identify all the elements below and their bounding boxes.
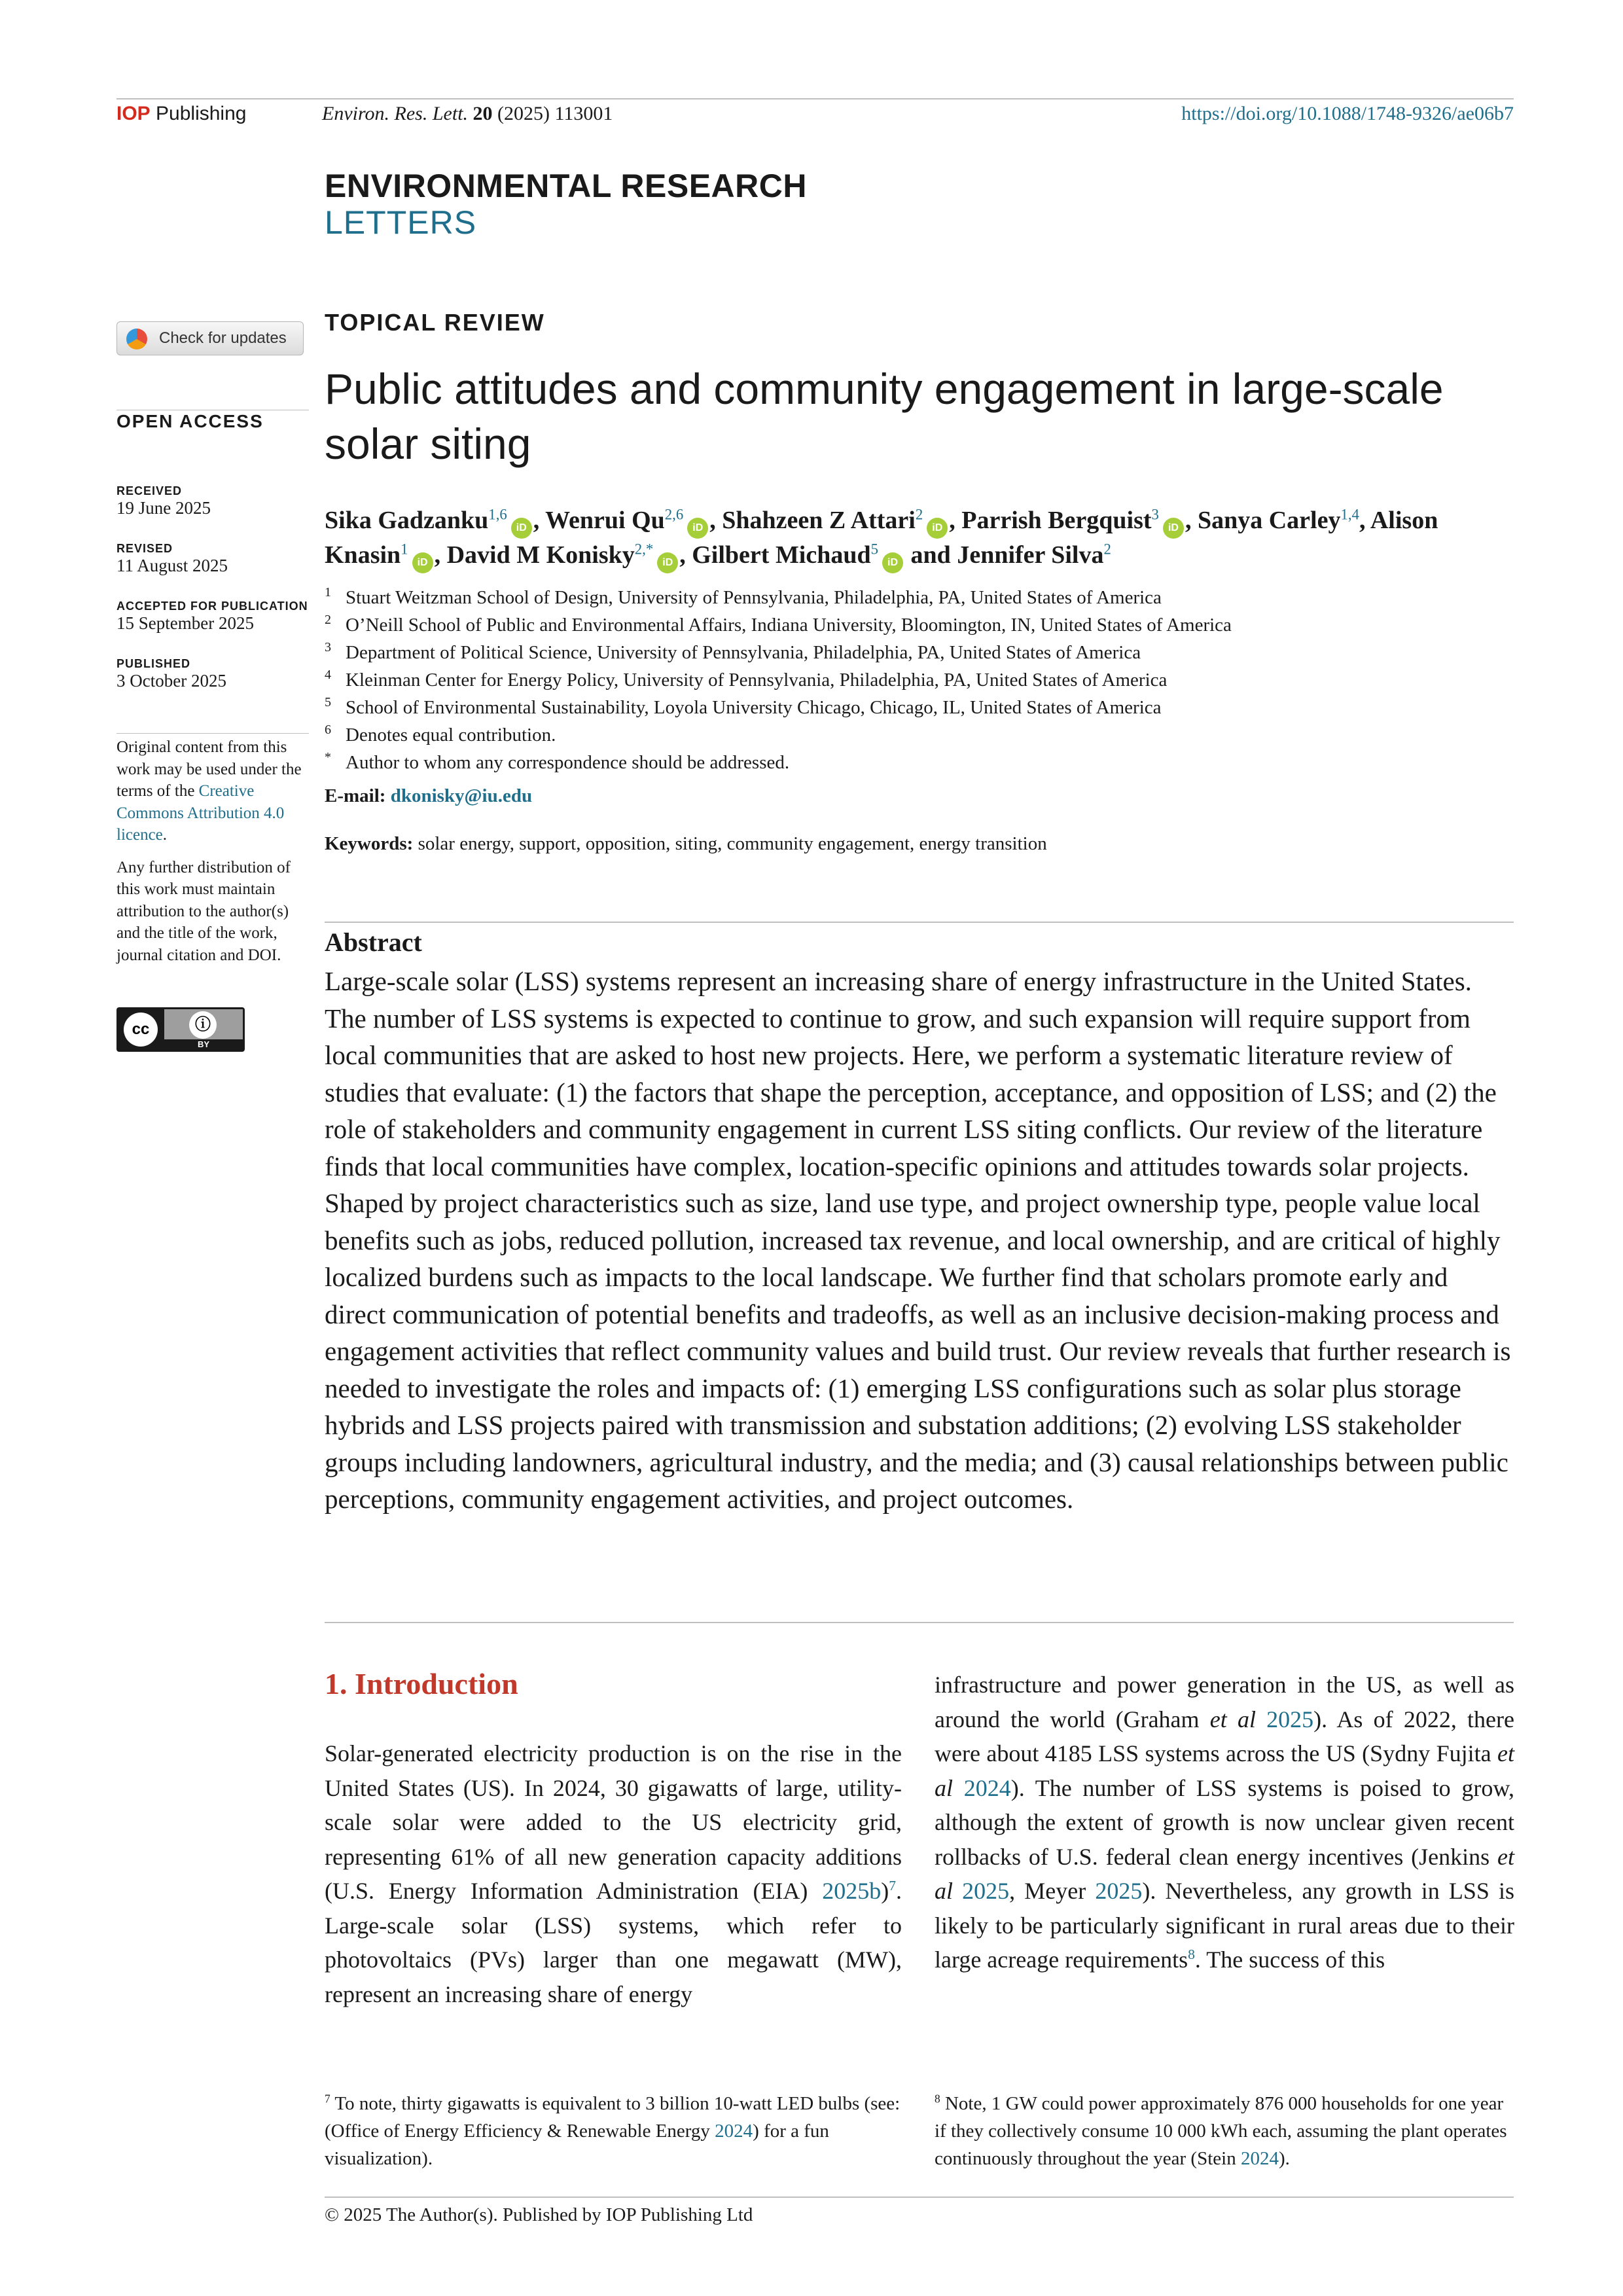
abstract-body: Large-scale solar (LSS) systems represent an increasing share of energy infrastructure in the United States. The number of LSS systems is expected to continue to grow, and such expansion will require support from local communities that are asked to host new projects. Here, we perform a systematic literature review of studies that evaluate: (1) the factors that shape the perception, acceptance, and opposition of LSS; and (2) the role of stakeholders and community engagement in current LSS siting conflicts. Our review of the literature finds that local communities have complex, location-specific opinions and attitudes towards solar projects. Shaped by project characteristics such as size, land use type, and project ownership type, people value local benefits such as jobs, reduced pollution, increased tax revenue, and local ownership, and are critical of highly localized burdens such as impacts to the local landscape. We further find that scholars promote early and direct communication of potential benefits and tradeoffs, as well as an inclusive decision-making process and engagement activities that reflect community values and build trust. Our review reveals that further research is needed to investigate the roles and impacts of: (1) emerging LSS configurations such as solar plus storage hybrids and LSS projects paired with transmission and substation additions; (2) evolving LSS stakeholder groups including landowners, agricultural industry, and the media; and (3) causal relationships between public perceptions, community engagement activities, and project outcomes. <box>325 966 1511 1514</box>
citation-link[interactable]: 2024 <box>1240 2148 1279 2169</box>
license-notice <box>116 736 313 977</box>
affiliation-item <box>325 611 1516 639</box>
cc-license-link[interactable]: Creative Commons Attribution 4.0 licence <box>116 782 285 844</box>
doi-link[interactable]: https://doi.org/10.1088/1748-9326/ae06b7 <box>1181 103 1514 124</box>
date-label: PUBLISHED <box>116 657 191 670</box>
by-label: BY <box>164 1039 243 1050</box>
date-value: 19 June 2025 <box>116 498 211 518</box>
affiliation-item <box>325 639 1516 666</box>
keywords-label: Keywords: <box>325 833 414 854</box>
affiliation-text: Department of Political Science, University of Pennsylvania, Philadelphia, PA, United States of America <box>346 642 1141 663</box>
footnote-ref[interactable]: 8 <box>1188 1946 1195 1962</box>
intro-paragraph <box>935 1668 1514 1977</box>
author-separator: , <box>1185 507 1198 534</box>
text: ) <box>881 1878 889 1904</box>
affiliation-mark: 6 <box>325 723 331 737</box>
date-value: 11 August 2025 <box>116 556 228 575</box>
abstract-heading: Abstract <box>325 927 422 957</box>
check-for-updates-button[interactable] <box>116 321 304 355</box>
citation-link[interactable]: 2025 <box>962 1878 1010 1904</box>
date-label: REVISED <box>116 542 173 555</box>
affiliation-mark: 5 <box>325 695 331 709</box>
footnote-ref[interactable]: 7 <box>889 1878 896 1893</box>
author-separator: , <box>949 507 962 534</box>
orcid-icon[interactable]: iD <box>882 552 903 573</box>
license-text: Original content from this work may be used under the terms of the <box>116 738 302 800</box>
affiliation-text: School of Environmental Sustainability, Loyola University Chicago, Chicago, IL, United States of America <box>346 697 1162 718</box>
license-paragraph-2: Any further distribution of this work must maintain attribution to the author(s) and the title of the work, journal citation and DOI. <box>116 858 291 964</box>
text: infrastructure and power generation in the US, as well as around the world (Graham <box>935 1672 1514 1732</box>
date-accepted <box>116 600 308 634</box>
et-al: et al <box>935 1843 1514 1904</box>
author-name: Shahzeen Z Attari <box>722 507 916 534</box>
publisher-suffix: Publishing <box>156 103 247 124</box>
author-affiliation-sup: 2,* <box>634 541 654 558</box>
affiliation-mark: 2 <box>325 613 331 627</box>
intro-column-left <box>325 1736 902 2011</box>
keywords-line <box>325 833 1047 855</box>
text: ). <box>1278 2148 1290 2169</box>
author-separator: , <box>533 507 546 534</box>
author-separator: and <box>904 541 957 569</box>
cc-icon: cc <box>124 1013 158 1047</box>
affiliation-text: O’Neill School of Public and Environmental Affairs, Indiana University, Bloomington, IN, United States of America <box>346 615 1232 636</box>
orcid-icon[interactable]: iD <box>927 518 948 539</box>
publisher-brand: IOP <box>116 103 151 124</box>
orcid-icon[interactable]: iD <box>412 552 433 573</box>
journal-volume: 20 <box>473 103 493 124</box>
citation-link[interactable]: 2025 <box>1095 1878 1143 1904</box>
affiliation-text: Denotes equal contribution. <box>346 725 556 745</box>
author-affiliation-sup: 1 <box>401 541 408 558</box>
text: ). Nevertheless, any growth in LSS is likely to be particularly significant in rural areas due to their large acreage requirements <box>935 1878 1514 1973</box>
journal-year-article: (2025) 113001 <box>497 103 613 124</box>
keywords-value: solar energy, support, opposition, siting, community engagement, energy transition <box>418 833 1047 854</box>
open-access-label: OPEN ACCESS <box>116 411 264 431</box>
author-affiliation-sup: 3 <box>1151 506 1159 523</box>
email-line <box>325 785 532 807</box>
footnote-mark: 8 <box>935 2092 940 2106</box>
text: Solar-generated electricity production is on the rise in the United States (US). In 2024, 30 gigawatts of large, utility-scale solar were added to the US electricity grid, representing 61% of all new generation capacity additions (U.S. Energy Information Administration (EIA) <box>325 1740 902 1904</box>
by-box <box>164 1009 243 1050</box>
abstract-top-rule <box>325 922 1514 923</box>
header-rule <box>116 98 1514 99</box>
author-affiliation-sup: 1,6 <box>488 506 507 523</box>
affiliation-mark: 1 <box>325 585 331 600</box>
date-received <box>116 484 211 518</box>
author-separator: , <box>434 541 447 569</box>
author-name: Alison Knasin <box>325 507 1438 569</box>
author-separator: , <box>709 507 722 534</box>
article-title: Public attitudes and community engagement in large-scale solar siting <box>325 365 1444 468</box>
email-link[interactable]: dkonisky@iu.edu <box>390 785 533 806</box>
affiliation-text: Stuart Weitzman School of Design, University of Pennsylvania, Philadelphia, PA, United States of America <box>346 587 1162 608</box>
abstract-bottom-rule <box>325 1622 1514 1623</box>
footnote-8 <box>935 2090 1514 2172</box>
author-affiliation-sup: 2,6 <box>664 506 684 523</box>
et-al: et al <box>935 1740 1514 1801</box>
orcid-icon[interactable]: iD <box>657 552 678 573</box>
license-text-end: . <box>162 826 168 844</box>
date-published <box>116 657 226 691</box>
journal-abbrev: Environ. Res. Lett. <box>322 103 469 124</box>
sidebar-divider <box>116 733 309 734</box>
text: . The success of this <box>1194 1946 1385 1973</box>
check-updates-label: Check for updates <box>159 329 287 347</box>
author-name: Sanya Carley <box>1197 507 1341 534</box>
affiliation-mark: 4 <box>325 668 331 682</box>
text: Note, 1 GW could power approximately 876 000 households for one year if they collectively consume 10 000 kWh each, assuming the plant operates continuously throughout the year (Stein <box>935 2093 1507 2169</box>
orcid-icon[interactable]: iD <box>1163 518 1184 539</box>
intro-column-right <box>935 1668 1514 1977</box>
crossmark-icon <box>126 329 147 350</box>
author-affiliation-sup: 2 <box>915 506 923 523</box>
citation-link[interactable]: 2025b <box>822 1878 882 1904</box>
affiliation-text: Kleinman Center for Energy Policy, University of Pennsylvania, Philadelphia, PA, United States of America <box>346 670 1168 691</box>
orcid-icon[interactable]: iD <box>511 518 532 539</box>
date-revised <box>116 542 228 576</box>
author-name: Jennifer Silva <box>957 541 1104 569</box>
citation-link[interactable]: 2024 <box>715 2121 753 2142</box>
footer-rule <box>325 2197 1514 2198</box>
author-affiliation-sup: 2 <box>1103 541 1111 558</box>
author-name: Wenrui Qu <box>545 507 665 534</box>
text: , Meyer <box>1009 1878 1096 1904</box>
affiliation-item <box>325 721 1516 749</box>
author-list <box>325 504 1516 573</box>
citation-link[interactable]: 2024 <box>963 1774 1011 1801</box>
intro-paragraph <box>325 1736 902 2011</box>
date-label: ACCEPTED FOR PUBLICATION <box>116 600 308 613</box>
affiliation-mark: 3 <box>325 640 331 655</box>
affiliation-mark: * <box>325 750 331 764</box>
license-paragraph <box>116 736 313 846</box>
journal-name-line1: ENVIRONMENTAL RESEARCH <box>325 168 807 204</box>
text: ) for a fun visualization). <box>325 2121 829 2169</box>
citation-link[interactable]: 2025 <box>1266 1706 1314 1732</box>
date-label: RECEIVED <box>116 484 183 497</box>
author-affiliation-sup: 5 <box>870 541 879 558</box>
text: To note, thirty gigawatts is equivalent to 3 billion 10-watt LED bulbs (see: (Office of Energy Efficiency & Renewable Energy <box>325 2093 901 2142</box>
journal-name-line2: LETTERS <box>325 204 477 241</box>
copyright-notice: © 2025 The Author(s). Published by IOP Publishing Ltd <box>325 2204 753 2225</box>
footnote-7 <box>325 2090 902 2172</box>
date-value: 15 September 2025 <box>116 613 254 633</box>
text: ). As of 2022, there were about 4185 LSS systems across the US (Sydny Fujita <box>935 1706 1514 1767</box>
affiliation-item <box>325 749 1516 776</box>
email-label: E-mail: <box>325 785 386 806</box>
author-name: Sika Gadzanku <box>325 507 489 534</box>
author-affiliation-sup: 1,4 <box>1340 506 1359 523</box>
et-al: et al <box>1209 1706 1256 1732</box>
text: . Large-scale solar (LSS) systems, which refer to photovoltaics (PVs) larger than one megawatt (MW), represent an increasing share of energy <box>325 1878 902 2007</box>
affiliation-item <box>325 584 1516 611</box>
author-name: Parrish Bergquist <box>961 507 1152 534</box>
orcid-icon[interactable]: iD <box>687 518 708 539</box>
affiliation-text: Author to whom any correspondence should be addressed. <box>346 752 790 773</box>
affiliation-item <box>325 666 1516 694</box>
section-heading: 1. Introduction <box>325 1667 518 1700</box>
footnote-mark: 7 <box>325 2092 330 2106</box>
author-name: Gilbert Michaud <box>692 541 871 569</box>
journal-name <box>325 168 807 241</box>
article-type: TOPICAL REVIEW <box>325 309 545 336</box>
cc-by-badge[interactable] <box>116 1007 245 1052</box>
publisher-logo[interactable] <box>116 103 246 125</box>
author-separator: , <box>1359 507 1370 534</box>
affiliation-item <box>325 694 1516 721</box>
text: ). The number of LSS systems is poised to grow, although the extent of growth is now unclear given recent rollbacks of U.S. federal clean energy incentives (Jenkins <box>935 1774 1514 1870</box>
attribution-person-icon: ⓘ <box>189 1011 217 1039</box>
affiliation-list <box>325 584 1516 776</box>
author-name: David M Konisky <box>446 541 635 569</box>
journal-citation <box>322 103 613 125</box>
date-value: 3 October 2025 <box>116 671 226 691</box>
author-separator: , <box>679 541 692 569</box>
